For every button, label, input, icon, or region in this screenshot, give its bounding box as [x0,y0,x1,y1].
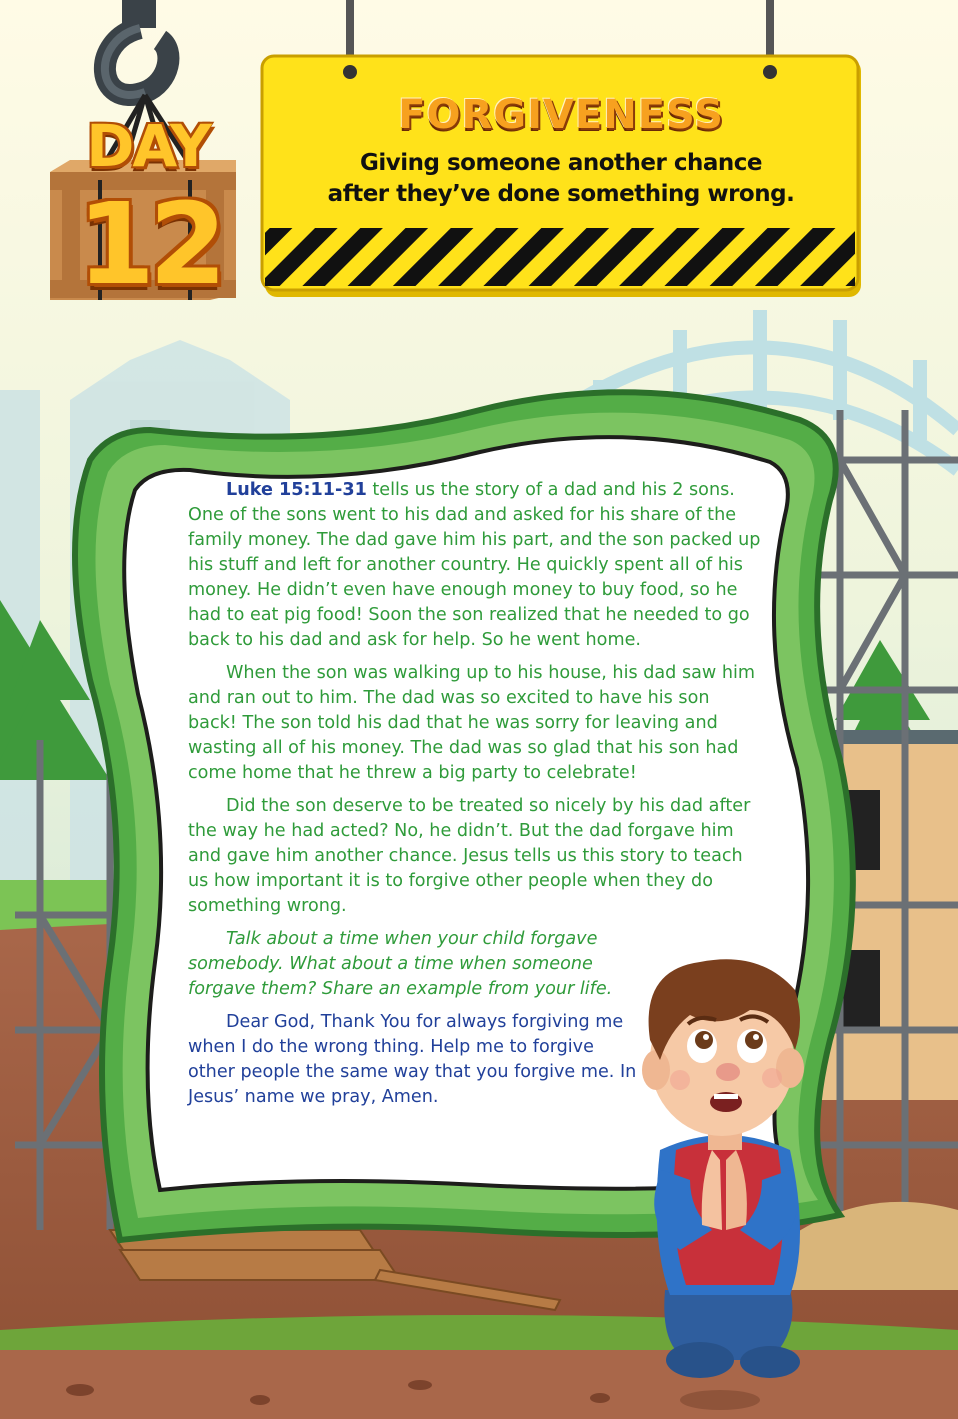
discussion-prompt: Talk about a time when your child forgave somebody. What about a time when someone forgave them? Share an example from your life. [188,929,613,999]
hazard-stripes-icon [265,228,855,286]
story-paragraph-2: When the son was walking up to his house, his dad saw him and ran out to him. The dad was so excited to have his son back! The son told his dad that he was sorry for leaving and wasting all of his money. The dad was so glad that his son had come home that he threw a big party to celebrate! [188,663,756,783]
story-paragraph-1 [188,478,762,653]
scripture-reference: Luke 15:11-31 [226,480,367,500]
day-label: DAY [86,112,210,180]
definition-line-2: after they’ve done something wrong. [327,181,795,207]
day-number: 12 [77,180,221,310]
sign-definition [262,148,860,210]
sign-title: FORGIVENESS [398,92,724,138]
prayer: Dear God, Thank You for always forgiving me when I do the wrong thing. Help me to forgive other people the same way that you forgive me. In Jesus’ name we pray, Amen. [188,1012,637,1107]
story-paragraph-1-text: tells us the story of a dad and his 2 sons. One of the sons went to his dad and asked for his share of the family money. The dad gave him his part, and the son packed up his stuff and left for another country. He quickly spent all of his money. He didn’t even have enough money to buy food, so he had to eat pig food! Soon the son realized that he needed to go back to his dad and ask for help. So he went home. [188,480,761,650]
definition-line-1: Giving someone another chance [360,150,762,176]
story-text-panel [188,478,762,1118]
story-paragraph-3: Did the son deserve to be treated so nicely by his dad after the way he had acted? No, he didn’t. But the dad forgave him and gave him another chance. Jesus tells us this story to teach us how important it is to forgive other people when they do something wrong. [188,796,751,916]
